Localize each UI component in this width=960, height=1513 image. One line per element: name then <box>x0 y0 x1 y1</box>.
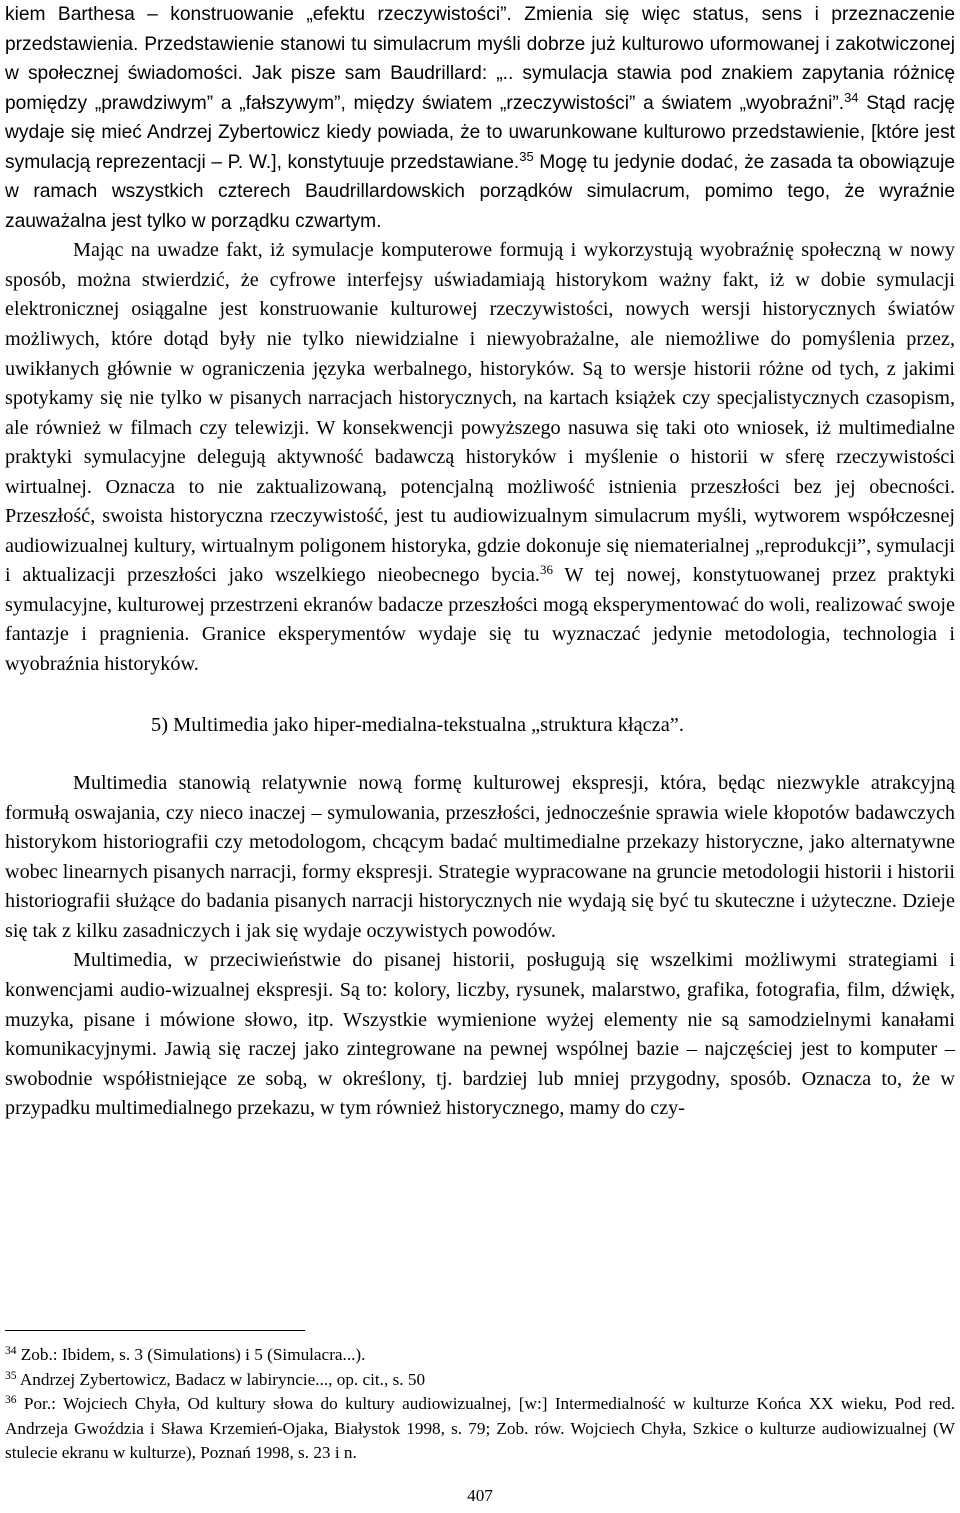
footnote-35 <box>5 1368 955 1393</box>
paragraph-2 <box>5 236 955 679</box>
footnote-34 <box>5 1343 955 1368</box>
footnote-ref-34[interactable]: 34 <box>844 89 859 105</box>
section-heading: 5) Multimedia jako hiper-medialna-tekstualna „struktura kłącza”. <box>151 713 684 736</box>
paragraph-1-part-a: kiem Barthesa – konstruowanie „efektu rzeczywistości”. Zmienia się więc status, sens i przeznaczenie przedstawienia. Przedstawienie stanowi tu simulacrum myśli dobrze już kulturowo uformowanej i zakotwiczonej w społecznej świadomości. Jak pisze sam Baudrillard: „.. symulacja stawia pod znakiem zapytania różnicę pomiędzy „prawdziwym” a „fałszywym”, między światem „rzeczywistości” a światem „wyobraźni”. <box>5 4 955 114</box>
footnotes <box>5 1343 955 1466</box>
footnote-separator <box>5 1330 305 1331</box>
paragraph-2-part-b: W tej nowej, konstytuowanej przez praktyki symulacyjne, kulturowej przestrzeni ekranów badacze przeszłości mogą eksperymentować do woli, realizować swoje fantazje i pragnienia. Granice eksperymentów wydaje się tu wyznaczać jedynie metodologia, technologia i wyobraźnia historyków. <box>5 564 955 676</box>
footnote-36 <box>5 1392 955 1466</box>
document-page <box>5 0 955 1124</box>
footnote-number: 34 <box>5 1345 17 1357</box>
paragraph-1-part-b: Stąd rację wydaje się mieć Andrzej Zybertowicz kiedy powiada, że to uwarunkowane kulturowo przedstawienie, [które jest symulacją reprezentacji – P. W.], konstytuuje przedstawiane. <box>5 92 955 173</box>
paragraph-3: Multimedia stanowią relatywnie nową formę kulturowej ekspresji, która, będąc niezwykle atrakcyjną formułą oswajania, czy nieco inaczej – symulowania, przeszłości, jednocześnie sprawia wiele kłopotów badawczych historykom historiografii czy metodologom, chcącym badać multimedialne przekazy historyczne, jako alternatywne wobec linearnych pisanych narracji, formy ekspresji. Strategie wypracowane na gruncie metodologii historii i historii historiografii służące do badania pisanych narracji historycznych nie wydają się być tu skuteczne i użyteczne. Dzieje się tak z kilku zasadniczych i jak się wydaje oczywistych powodów. <box>5 772 955 942</box>
footnote-ref-36[interactable]: 36 <box>539 562 553 578</box>
paragraph-2-part-a: Mając na uwadze fakt, iż symulacje komputerowe formują i wykorzystują wyobraźnię społeczną w nowy sposób, można stwierdzić, że cyfrowe interfejsy uświadamiają historykom ważny fakt, iż w dobie symulacji elektronicznej osiągalne jest konstruowanie kulturowej rzeczywistości, nowych wersji historycznych światów możliwych, które dotąd były nie tylko niewidzialne i niewyobrażalne, ale niemożliwe do pomyślenia przez, uwikłanych głównie w ograniczenia języka werbalnego, historyków. Są to wersje historii różne od tych, z jakimi spotykamy się nie tylko w pisanych narracjach historycznych, na kartach książek czy specjalistycznych czasopism, ale również w filmach czy telewizji. W konsekwencji powyższego nasuwa się taki oto wniosek, iż multimedialne praktyki symulacyjne delegują aktywność badawczą historyków i myślenie o historii w sferę rzeczywistości wirtualnej. Oznacza to nie zaktualizowaną, potencjalną możliwość istnienia przeszłości bez jej obecności. Przeszłość, swoista historyczna rzeczywistość, jest tu audiowizualnym simulacrum myśli, wytworem współczesnej audiowizualnej kultury, wirtualnym poligonem historyka, gdzie dokonuje się niematerialnej „reprodukcji”, symulacji i aktualizacji przeszłości jako wszelkiego nieobecnego bycia. <box>5 239 955 587</box>
paragraph-4: Multimedia, w przeciwieństwie do pisanej historii, posługują się wszelkimi możliwymi strategiami i konwencjami audio-wizualnej ekspresji. Są to: kolory, liczby, rysunek, malarstwo, grafika, fotografia, film, dźwięk, muzyka, pisane i mówione słowo, itp. Wszystkie wymienione wyżej elementy nie są samodzielnymi kanałami komunikacyjnymi. Jawią się raczej jako zintegrowane na pewnej wspólnej bazie – najczęściej jest to komputer – swobodnie współistniejące ze sobą, w określony, tj. bardziej lub mniej przygodny, sposób. Oznacza to, że w przypadku multimedialnego przekazu, w tym również historycznego, mamy do czy- <box>5 949 955 1120</box>
footnote-ref-35[interactable]: 35 <box>519 148 534 164</box>
footnote-text: Andrzej Zybertowicz, Badacz w labiryncie..., op. cit., s. 50 <box>16 1369 426 1389</box>
paragraph-1 <box>5 0 955 236</box>
footnote-number: 36 <box>5 1394 17 1407</box>
footnote-text: Zob.: Ibidem, s. 3 (Simulations) i 5 (Simulacra...). <box>16 1345 366 1364</box>
footnote-text: Por.: Wojciech Chyła, Od kultury słowa do kultury audiowizualnej, [w:] Intermedialność w kulturze Końca XX wieku, Pod red. Andrzeja Gwoździa i Sława Krzemień-Ojaka, Białystok 1998, s. 79; Zob. rów. Wojciech Chyła, Szkice o kulturze audiowizualnej (W stulecie ekranu w kulturze), Poznań 1998, s. 23 i n. <box>5 1394 955 1463</box>
page-number: 407 <box>467 1486 493 1505</box>
footnote-number: 35 <box>5 1369 17 1382</box>
paragraph-1-part-c: Mogę tu jedynie dodać, że zasada ta obowiązuje w ramach wszystkich czterech Baudrillardowskich porządków simulacrum, pomimo tego, że wyraźnie zauważalna jest tylko w porządku czwartym. <box>5 151 955 232</box>
